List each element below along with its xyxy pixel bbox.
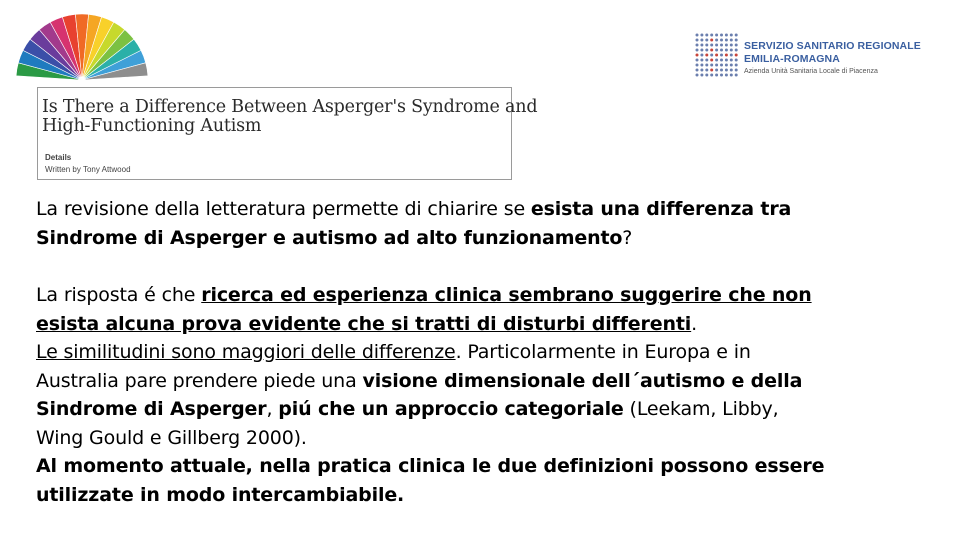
logo-dot [705,59,708,62]
logo-dot [705,69,708,72]
logo-dot [710,49,713,52]
logo-dot [720,64,723,67]
logo-dot [705,49,708,52]
org-name-line3: Azienda Unità Sanitaria Locale di Piacenza [744,68,878,75]
logo-dot [710,34,713,37]
logo-dot [705,34,708,37]
logo-dot [730,49,733,52]
logo-dot [730,34,733,37]
logo-dot [725,44,728,47]
logo-dot [710,39,713,42]
para2-line2 [36,310,936,339]
logo-dot [710,54,713,57]
article-title-line2: High-Functioning Autism [42,116,262,136]
logo-dot [725,59,728,62]
logo-dot [735,34,738,37]
logo-dot [725,34,728,37]
logo-dot [715,34,718,37]
para1-line2 [36,224,936,253]
bold-underlined-run: ricerca ed esperienza clinica sembrano suggerire che non [201,284,812,306]
text-run: . Particolarmente in Europa e in [455,341,751,363]
logo-dot [715,74,718,77]
org-name-line1: SERVIZIO SANITARIO REGIONALE [744,40,921,52]
logo-dot [696,64,699,67]
para1-line1 [36,195,936,224]
logo-dot [710,59,713,62]
logo-dot [715,44,718,47]
para2-line3 [36,338,936,367]
bold-underlined-run: esista alcuna prova evidente che si tratti di disturbi differenti [36,312,692,335]
logo-dot [715,39,718,42]
logo-dot [735,74,738,77]
paragraph-question [36,195,936,252]
logo-dot [700,44,703,47]
logo-dot [735,49,738,52]
logo-dot [715,59,718,62]
bold-text-run: esista una differenza tra [530,198,792,220]
para2-line5 [36,395,936,424]
logo-dot [730,74,733,77]
bold-text-run: piú che un approccio categoriale [278,398,624,420]
org-logo [694,30,924,80]
logo-dot [730,39,733,42]
logo-dot [735,44,738,47]
logo-dot [715,49,718,52]
logo-dot [705,44,708,47]
article-title-line1: Is There a Difference Between Asperger's Syndrome and [42,97,538,117]
logo-dot [696,59,699,62]
logo-dot [730,64,733,67]
logo-dot [720,49,723,52]
logo-dot [696,54,699,57]
text-run: (Leekam, Libby, [623,398,779,420]
logo-dot [730,44,733,47]
bold-text-run: Sindrome di Asperger e autismo ad alto funzionamento [36,226,623,249]
logo-dot [720,34,723,37]
logo-dot [720,54,723,57]
logo-dot [725,54,728,57]
para2-line8: utilizzate in modo intercambiabile. [36,483,405,506]
logo-dot [725,69,728,72]
logo-dot [730,69,733,72]
logo-dot [700,69,703,72]
logo-dot [710,44,713,47]
text-run: La risposta é che [36,284,202,306]
logo-dot [700,39,703,42]
article-screenshot [37,87,538,180]
logo-dot [696,44,699,47]
logo-dot [710,64,713,67]
logo-dot [725,64,728,67]
logo-dot [735,69,738,72]
logo-dot [715,69,718,72]
logo-dot [710,74,713,77]
paragraph-answer [36,281,936,509]
logo-dot [700,74,703,77]
logo-dot [700,54,703,57]
logo-dot [725,74,728,77]
para2-line6: Wing Gould e Gillberg 2000). [36,426,307,449]
logo-dot [696,49,699,52]
para2-line7: Al momento attuale, nella pratica clinica le due definizioni possono essere [36,455,825,477]
bold-text-run: Sindrome di Asperger [36,398,267,420]
text-run: Australia pare prendere piede una [36,369,363,392]
logo-dot [720,39,723,42]
para2-line1 [36,281,936,310]
logo-dot [730,59,733,62]
color-fan-logo [12,6,152,86]
para2-line4 [36,367,936,396]
logo-dot [725,39,728,42]
logo-dot [715,64,718,67]
underlined-run: Le similitudini sono maggiori delle differenze [36,341,456,363]
logo-dot [735,64,738,67]
logo-dot [696,74,699,77]
logo-dot [705,74,708,77]
logo-dot [715,54,718,57]
text-run: , [266,398,279,420]
logo-dot [700,34,703,37]
logo-dot [705,64,708,67]
bold-text-run: visione dimensionale dell´autismo e della [362,369,803,392]
logo-dot [735,59,738,62]
org-text [744,40,921,77]
logo-dot [730,54,733,57]
logo-dot [696,34,699,37]
logo-dot [700,49,703,52]
logo-dot [720,69,723,72]
logo-dot [705,54,708,57]
text-run: ? [622,226,633,249]
article-title [42,97,538,136]
org-name-line2: EMILIA-ROMAGNA [744,53,840,65]
article-details-label: Details [45,153,72,162]
logo-dot [696,39,699,42]
dot-grid-logo [694,32,738,78]
article-author: Written by Tony Attwood [45,165,131,174]
logo-dot [710,69,713,72]
logo-dot [700,64,703,67]
logo-dot [720,59,723,62]
logo-dot [696,69,699,72]
text-run: . [691,312,698,335]
logo-dot [705,39,708,42]
logo-dot [735,54,738,57]
logo-dot [725,49,728,52]
logo-dot [720,44,723,47]
logo-dot [700,59,703,62]
logo-dot [735,39,738,42]
logo-dot [720,74,723,77]
text-run: La revisione della letteratura permette di chiarire se [36,198,531,220]
